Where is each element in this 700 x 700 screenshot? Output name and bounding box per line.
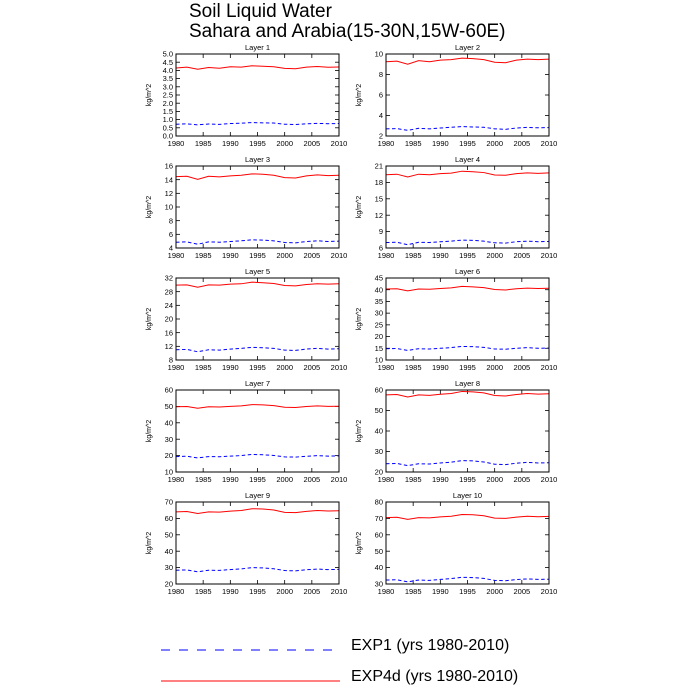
y-axis-label: kg/m^2: [146, 83, 153, 107]
y-tick-label: 60: [374, 385, 383, 395]
x-tick-label: 1995: [459, 587, 476, 596]
y-tick-label: 60: [164, 385, 173, 395]
y-tick-label: 10: [164, 467, 173, 477]
x-tick-label: 2000: [276, 139, 294, 148]
y-tick-label: 6: [378, 243, 383, 253]
y-tick-label: 2: [378, 131, 383, 141]
x-tick-label: 2000: [276, 251, 294, 260]
panel-title: Layer 9: [244, 491, 271, 500]
y-tick-label: 50: [164, 530, 173, 540]
y-tick-label: 16: [164, 161, 173, 171]
y-tick-label: 40: [164, 546, 173, 556]
y-tick-label: 70: [164, 497, 173, 507]
x-tick-label: 1995: [249, 475, 266, 484]
x-tick-label: 1990: [221, 475, 239, 484]
x-tick-label: 1995: [459, 363, 476, 372]
x-tick-label: 2005: [303, 139, 321, 148]
y-tick-label: 8: [168, 216, 173, 226]
x-tick-label: 2000: [486, 363, 504, 372]
panel-title: Layer 7: [244, 379, 271, 388]
figure-subtitle: Sahara and Arabia(15-30N,15W-60E): [189, 21, 506, 42]
y-tick-label: 45: [374, 273, 383, 283]
y-tick-label: 18: [374, 178, 383, 187]
y-tick-label: 40: [164, 418, 173, 428]
x-tick-label: 1995: [249, 363, 266, 372]
x-tick-label: 1995: [459, 139, 476, 148]
legend-exp1-label: EXP1 (yrs 1980-2010): [351, 637, 510, 654]
x-tick-label: 2005: [303, 363, 321, 372]
x-tick-label: 1985: [194, 587, 212, 596]
y-tick-label: 2.5: [162, 90, 173, 100]
y-tick-label: 16: [164, 328, 173, 338]
y-tick-label: 30: [374, 308, 383, 318]
x-tick-label: 1995: [459, 251, 476, 260]
y-tick-label: 20: [374, 332, 383, 342]
y-tick-label: 30: [164, 434, 173, 444]
y-tick-label: 20: [164, 451, 173, 461]
x-tick-label: 2000: [276, 363, 294, 372]
y-tick-label: 30: [164, 563, 173, 573]
y-axis-label: kg/m^2: [146, 195, 153, 219]
x-tick-label: 2010: [540, 363, 558, 372]
x-tick-label: 2000: [276, 587, 294, 596]
y-tick-label: 6: [378, 90, 383, 100]
x-tick-label: 1980: [377, 251, 395, 260]
y-tick-label: 50: [374, 406, 383, 416]
x-tick-label: 2005: [513, 363, 531, 372]
x-tick-label: 1985: [194, 139, 212, 148]
x-tick-label: 1985: [404, 363, 422, 372]
panel-title: Layer 5: [244, 267, 271, 276]
y-tick-label: 0.0: [162, 131, 173, 141]
x-tick-label: 1990: [431, 139, 449, 148]
x-tick-label: 1980: [167, 587, 185, 596]
x-tick-label: 1980: [377, 363, 395, 372]
x-tick-label: 1985: [194, 475, 212, 484]
y-tick-label: 20: [164, 579, 173, 589]
y-tick-label: 4.0: [162, 66, 173, 75]
y-axis-label: kg/m^2: [356, 195, 363, 219]
panel-title: Layer 1: [244, 43, 271, 52]
x-tick-label: 1995: [459, 475, 476, 484]
y-tick-label: 50: [164, 402, 173, 411]
y-tick-label: 9: [378, 227, 383, 237]
y-tick-label: 10: [374, 49, 383, 59]
y-tick-label: 4: [168, 243, 173, 253]
x-tick-label: 2010: [540, 587, 558, 596]
x-tick-label: 2010: [330, 139, 348, 148]
x-tick-label: 1980: [167, 363, 185, 372]
panel-title: Layer 3: [244, 155, 271, 164]
x-tick-label: 2010: [330, 363, 348, 372]
x-tick-label: 2010: [330, 251, 348, 260]
y-tick-label: 4.5: [162, 57, 173, 67]
legend-exp4d-label: EXP4d (yrs 1980-2010): [351, 668, 519, 685]
panel-title: Layer 8: [454, 379, 481, 388]
x-tick-label: 2005: [513, 475, 531, 484]
x-tick-label: 2005: [513, 139, 531, 148]
x-tick-label: 1980: [377, 475, 395, 484]
x-tick-label: 2010: [540, 475, 558, 484]
y-tick-label: 20: [164, 314, 173, 324]
x-tick-label: 2010: [540, 139, 558, 148]
y-tick-label: 28: [164, 287, 173, 297]
y-tick-label: 21: [374, 161, 383, 171]
x-tick-label: 1980: [167, 475, 185, 484]
y-tick-label: 40: [374, 426, 383, 436]
y-tick-label: 6: [168, 229, 173, 239]
x-tick-label: 2000: [486, 475, 504, 484]
y-tick-label: 60: [374, 530, 383, 540]
x-tick-label: 2005: [513, 251, 531, 260]
x-tick-label: 1990: [221, 251, 239, 260]
y-tick-label: 2.0: [162, 98, 173, 108]
y-tick-label: 8: [168, 355, 173, 365]
y-tick-label: 5.0: [162, 49, 173, 59]
y-axis-label: kg/m^2: [146, 419, 153, 443]
y-axis-label: kg/m^2: [356, 83, 363, 107]
x-tick-label: 1985: [404, 251, 422, 260]
y-tick-label: 8: [378, 70, 383, 80]
y-axis-label: kg/m^2: [356, 419, 363, 443]
y-tick-label: 1.5: [162, 107, 173, 116]
y-tick-label: 40: [374, 563, 383, 573]
x-tick-label: 1985: [404, 587, 422, 596]
x-tick-label: 2005: [513, 587, 531, 596]
x-tick-label: 2010: [330, 587, 348, 596]
y-tick-label: 10: [374, 355, 383, 365]
x-tick-label: 2005: [303, 475, 321, 484]
y-tick-label: 25: [374, 320, 383, 330]
y-tick-label: 12: [374, 210, 383, 220]
y-tick-label: 24: [164, 300, 173, 310]
y-tick-label: 4: [378, 111, 383, 121]
panel-title: Layer 6: [454, 267, 481, 276]
x-tick-label: 2000: [486, 139, 504, 148]
y-tick-label: 20: [374, 467, 383, 477]
x-tick-label: 1985: [404, 475, 422, 484]
y-axis-label: kg/m^2: [356, 531, 363, 555]
y-tick-label: 1.0: [162, 115, 173, 125]
y-tick-label: 12: [164, 188, 173, 198]
y-tick-label: 32: [164, 273, 173, 283]
x-tick-label: 1985: [194, 251, 212, 260]
x-tick-label: 1990: [431, 587, 449, 596]
y-tick-label: 70: [374, 514, 383, 523]
x-tick-label: 2000: [276, 475, 294, 484]
y-tick-label: 15: [374, 343, 383, 353]
y-tick-label: 30: [374, 579, 383, 589]
x-tick-label: 2010: [330, 475, 348, 484]
x-tick-label: 1995: [249, 587, 266, 596]
y-tick-label: 0.5: [162, 123, 173, 133]
panel-title: Layer 2: [454, 43, 481, 52]
x-tick-label: 1980: [167, 139, 185, 148]
x-tick-label: 1980: [167, 251, 185, 260]
x-tick-label: 1985: [404, 139, 422, 148]
x-tick-label: 2005: [303, 251, 321, 260]
y-tick-label: 80: [374, 497, 383, 507]
y-tick-label: 12: [164, 341, 173, 351]
x-tick-label: 2000: [486, 587, 504, 596]
y-tick-label: 3.0: [162, 82, 173, 92]
x-tick-label: 1995: [249, 139, 266, 148]
y-tick-label: 40: [374, 285, 383, 295]
y-axis-label: kg/m^2: [146, 531, 153, 555]
x-tick-label: 1990: [431, 475, 449, 484]
x-tick-label: 1980: [377, 587, 395, 596]
x-tick-label: 1990: [431, 363, 449, 372]
x-tick-label: 2005: [303, 587, 321, 596]
figure-title: Soil Liquid Water: [189, 1, 332, 22]
y-tick-label: 30: [374, 447, 383, 457]
x-tick-label: 1990: [221, 587, 239, 596]
x-tick-label: 1990: [221, 363, 239, 372]
x-tick-label: 2000: [486, 251, 504, 260]
y-axis-label: kg/m^2: [356, 307, 363, 331]
y-tick-label: 10: [164, 202, 173, 212]
y-tick-label: 3.5: [162, 74, 173, 84]
x-tick-label: 1990: [221, 139, 239, 148]
y-tick-label: 60: [164, 514, 173, 523]
y-tick-label: 35: [374, 297, 383, 307]
y-axis-label: kg/m^2: [146, 307, 153, 331]
x-tick-label: 1990: [431, 251, 449, 260]
y-tick-label: 15: [374, 194, 383, 204]
x-tick-label: 1980: [377, 139, 395, 148]
panel-title: Layer 10: [452, 491, 483, 500]
x-tick-label: 2010: [540, 251, 558, 260]
y-tick-label: 50: [374, 546, 383, 556]
x-tick-label: 1985: [194, 363, 212, 372]
panel-title: Layer 4: [454, 155, 481, 164]
x-tick-label: 1995: [249, 251, 266, 260]
y-tick-label: 14: [164, 175, 173, 185]
